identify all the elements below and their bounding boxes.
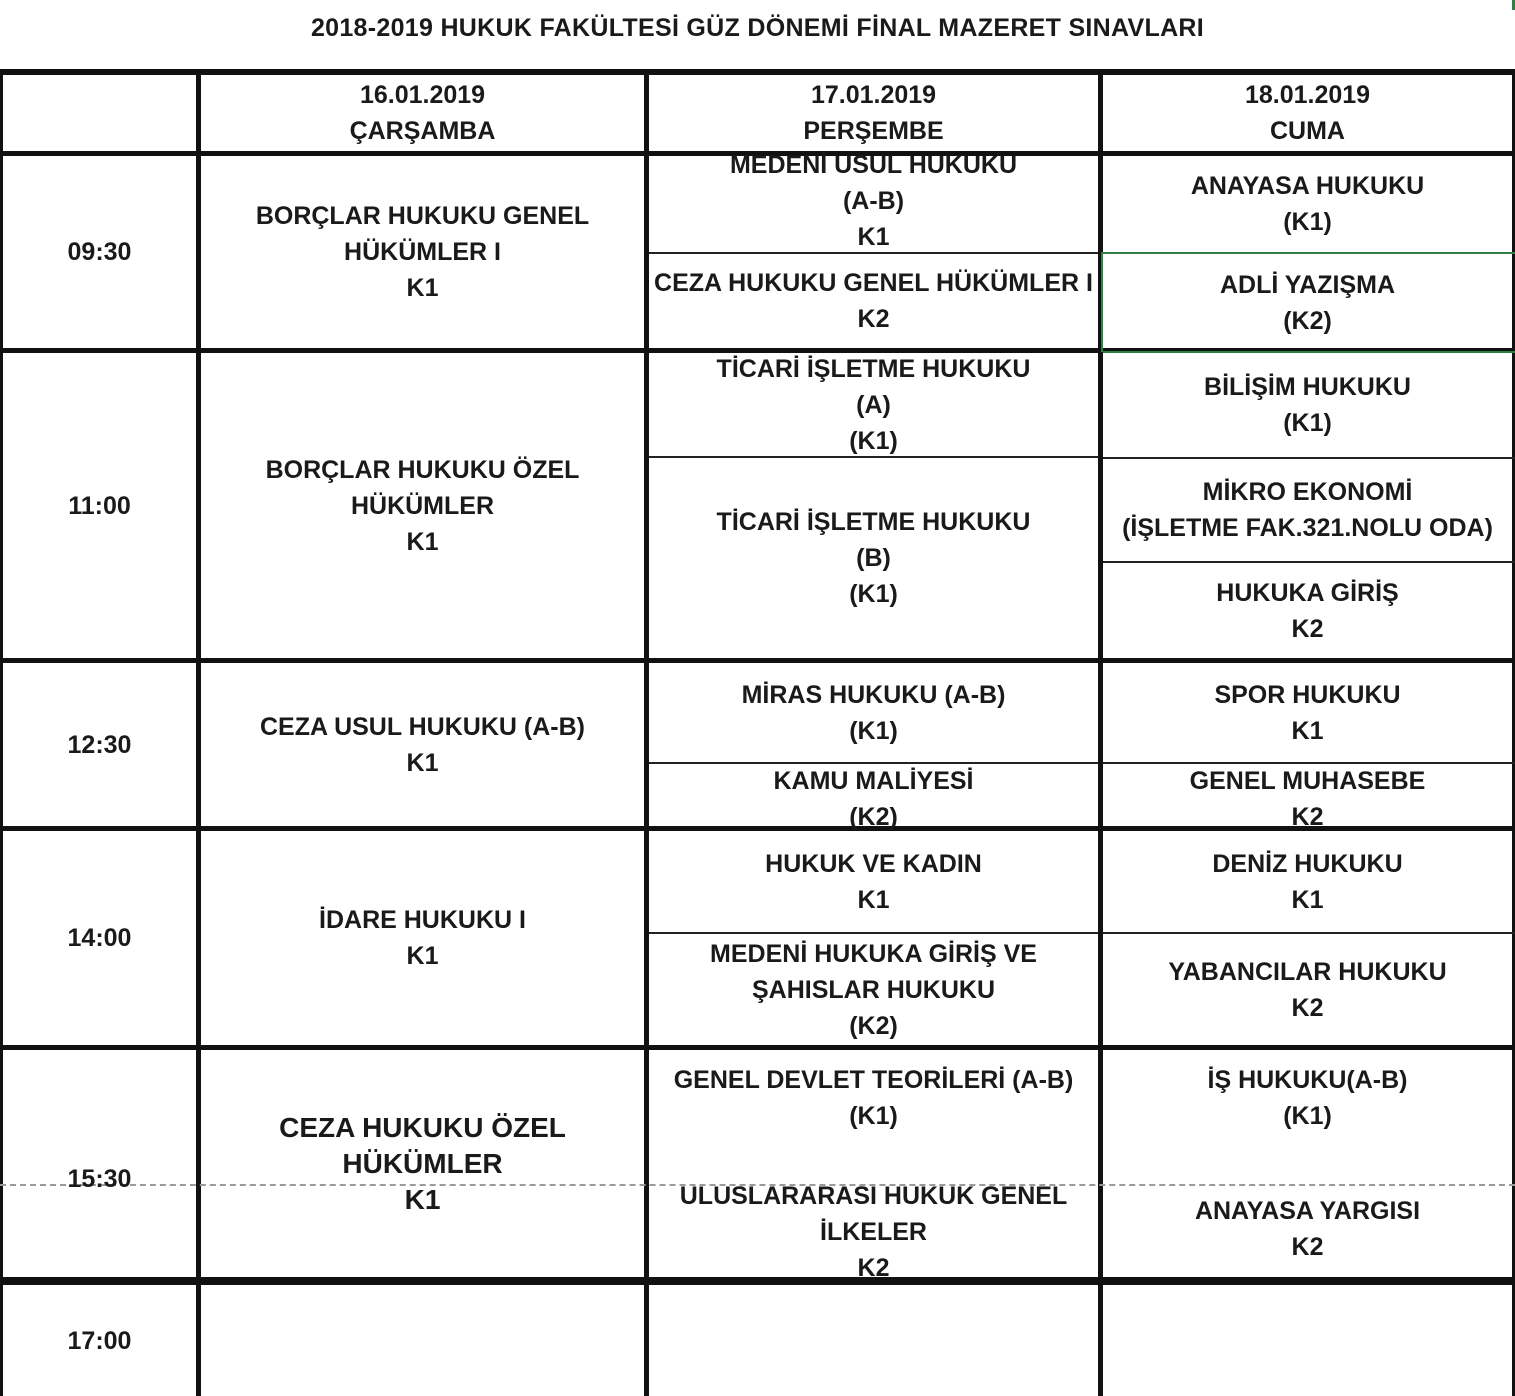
exam-name: BİLİŞİM HUKUKU <box>1204 373 1411 401</box>
exam-group: (A-B) <box>842 187 905 215</box>
time-slot-2 <box>3 353 196 658</box>
exam-cell <box>649 831 1098 932</box>
exam-name: HÜKÜMLER <box>350 491 495 520</box>
exam-room: (K1) <box>849 426 898 455</box>
exam-cell <box>649 663 1098 762</box>
exam-cell <box>1103 1062 1512 1172</box>
exam-room: K2 <box>857 305 890 333</box>
exam-cell <box>649 150 1098 252</box>
exam-group: (A) <box>856 390 891 419</box>
exam-name: HUKUKA GİRİŞ <box>1216 578 1399 607</box>
exam-name: İDARE HUKUKU I <box>319 906 526 934</box>
exam-cell <box>201 1050 644 1277</box>
exam-name: YABANCILAR HUKUKU <box>1168 957 1447 986</box>
header-day-wed <box>201 75 644 151</box>
exam-room: K2 <box>857 1254 890 1280</box>
exam-cell <box>1103 353 1512 457</box>
exam-room: (K1) <box>849 580 898 608</box>
exam-room: K2 <box>1291 614 1324 643</box>
exam-name: CEZA HUKUKU ÖZEL <box>279 1111 566 1143</box>
exam-cell <box>649 458 1098 658</box>
time-label: 12:30 <box>67 730 132 759</box>
exam-name: DENİZ HUKUKU <box>1212 849 1403 878</box>
exam-name: TİCARİ İŞLETME HUKUKU <box>716 354 1031 383</box>
time-label: 15:30 <box>67 1165 132 1193</box>
exam-name: CEZA HUKUKU GENEL HÜKÜMLER I <box>654 269 1093 297</box>
exam-room: (K1) <box>1283 1102 1332 1130</box>
page-title: 2018-2019 HUKUK FAKÜLTESİ GÜZ DÖNEMİ FİNAL MAZERET SINAVLARI <box>310 14 1205 42</box>
exam-name: ULUSLARARASI HUKUK GENEL <box>679 1182 1068 1210</box>
exam-room: K1 <box>857 885 890 914</box>
exam-cell <box>649 1062 1098 1172</box>
exam-room: K1 <box>406 527 439 556</box>
exam-name: MİKRO EKONOMİ <box>1202 478 1413 506</box>
exam-cell <box>1103 831 1512 932</box>
time-label: 14:00 <box>67 924 132 952</box>
exam-name: GENEL DEVLET TEORİLERİ (A-B) <box>673 1066 1074 1094</box>
exam-cell <box>1103 563 1512 658</box>
exam-cell <box>201 831 644 1045</box>
header-day-thu <box>649 75 1098 151</box>
exam-name: ANAYASA YARGISI <box>1194 1196 1421 1225</box>
exam-cell <box>649 254 1098 348</box>
time-label: 09:30 <box>67 238 132 266</box>
exam-name: KAMU MALİYESİ <box>773 767 974 795</box>
time-slot-6 <box>3 1285 196 1396</box>
exam-cell <box>649 764 1098 834</box>
exam-name: ADLİ YAZIŞMA <box>1219 270 1396 299</box>
exam-cell <box>1103 934 1512 1045</box>
exam-cell <box>201 353 644 658</box>
exam-name: HUKUK VE KADIN <box>765 849 982 878</box>
exam-room: (K1) <box>849 1102 898 1130</box>
exam-cell <box>1103 764 1512 834</box>
exam-room: (K2) <box>849 803 898 831</box>
header-day-name: PERŞEMBE <box>803 117 944 145</box>
exam-name: ŞAHISLAR HUKUKU <box>751 975 996 1004</box>
header-day-fri <box>1103 75 1512 151</box>
exam-cell <box>1103 663 1512 762</box>
exam-room: K1 <box>404 1183 441 1215</box>
exam-group: (B) <box>856 544 891 572</box>
exam-name: HÜKÜMLER I <box>344 238 501 266</box>
exam-name: HÜKÜMLER <box>342 1147 503 1179</box>
header-date: 17.01.2019 <box>810 81 937 109</box>
exam-name: MEDENİ HUKUKA GİRİŞ VE <box>710 939 1037 968</box>
exam-cell <box>1103 459 1512 561</box>
exam-room: (K1) <box>849 716 898 745</box>
exam-name: SPOR HUKUKU <box>1214 680 1401 709</box>
exam-room: K1 <box>857 223 890 251</box>
exam-name: TİCARİ İŞLETME HUKUKU <box>716 508 1031 536</box>
exam-room: K1 <box>406 748 439 777</box>
exam-name: İŞ HUKUKU(A-B) <box>1207 1066 1408 1094</box>
time-label: 17:00 <box>67 1326 132 1355</box>
exam-room: (K1) <box>1283 409 1332 437</box>
exam-room: (İŞLETME FAK.321.NOLU ODA) <box>1122 514 1493 542</box>
exam-cell <box>1103 1180 1512 1277</box>
exam-room: K2 <box>1291 803 1324 831</box>
exam-room: K2 <box>1291 1232 1324 1261</box>
exam-name: MİRAS HUKUKU (A-B) <box>741 680 1006 709</box>
exam-room: K1 <box>406 942 439 970</box>
time-slot-4 <box>3 831 196 1045</box>
exam-room: K1 <box>1291 716 1324 745</box>
exam-room: K1 <box>406 274 439 302</box>
header-date: 16.01.2019 <box>359 81 486 109</box>
exam-cell <box>649 934 1098 1045</box>
exam-name: ANAYASA HUKUKU <box>1190 172 1425 200</box>
exam-name: GENEL MUHASEBE <box>1189 767 1426 795</box>
exam-cell <box>1103 156 1512 252</box>
header-date: 18.01.2019 <box>1244 81 1371 109</box>
exam-room: (K2) <box>849 1011 898 1040</box>
header-day-name: ÇARŞAMBA <box>349 117 496 145</box>
exam-cell <box>1103 254 1512 351</box>
exam-cell <box>649 1178 1098 1280</box>
exam-name: CEZA USUL HUKUKU (A-B) <box>260 712 585 741</box>
exam-name: BORÇLAR HUKUKU GENEL <box>255 202 590 230</box>
exam-room: (K1) <box>1283 208 1332 236</box>
time-slot-1 <box>3 156 196 348</box>
exam-name: MEDENİ USUL HUKUKU <box>729 151 1018 179</box>
time-slot-5 <box>3 1050 196 1277</box>
header-day-name: CUMA <box>1270 117 1345 145</box>
exam-name: İLKELER <box>820 1218 927 1246</box>
exam-room: K1 <box>1291 885 1324 914</box>
exam-room: K2 <box>1291 993 1324 1022</box>
exam-room: (K2) <box>1283 306 1332 335</box>
exam-cell <box>201 156 644 348</box>
exam-cell <box>201 663 644 826</box>
exam-cell <box>649 353 1098 456</box>
time-label: 11:00 <box>68 491 131 520</box>
exam-name: BORÇLAR HUKUKU ÖZEL <box>265 455 580 484</box>
time-slot-3 <box>3 663 196 826</box>
